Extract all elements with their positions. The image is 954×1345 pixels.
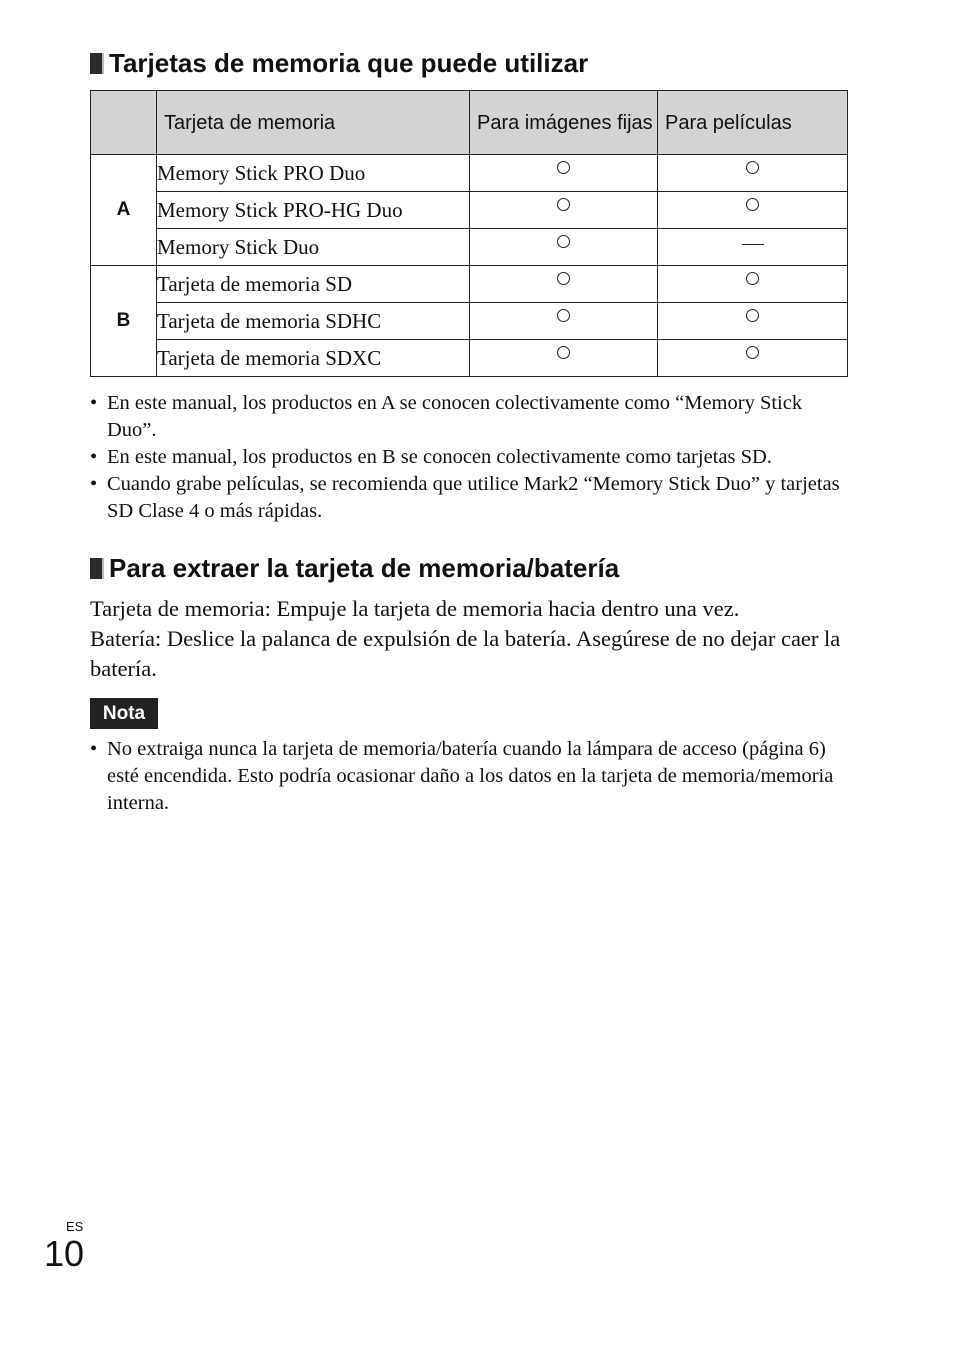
table-row xyxy=(91,266,848,303)
header-cell-movie: Para películas xyxy=(658,91,848,155)
still-support-cell xyxy=(470,303,658,340)
list-item: • En este manual, los productos en B se conocen colectivamente como tarjetas SD. xyxy=(90,444,850,471)
circle-icon xyxy=(746,346,759,359)
movie-support-cell xyxy=(658,266,848,303)
movie-support-cell xyxy=(658,155,848,192)
card-name-cell: Tarjeta de memoria SD xyxy=(157,266,470,303)
circle-icon xyxy=(557,346,570,359)
language-code: ES xyxy=(66,1219,84,1234)
movie-support-cell xyxy=(658,340,848,377)
card-name-cell: Memory Stick PRO-HG Duo xyxy=(157,192,470,229)
nota-list xyxy=(90,736,850,817)
movie-support-cell xyxy=(658,229,848,266)
circle-icon xyxy=(746,309,759,322)
circle-icon xyxy=(557,272,570,285)
header-cell-card: Tarjeta de memoria xyxy=(157,91,470,155)
movie-support-cell xyxy=(658,303,848,340)
nota-badge: Nota xyxy=(90,698,158,729)
still-support-cell xyxy=(470,229,658,266)
header-cell-still: Para imágenes fijas xyxy=(470,91,658,155)
circle-icon xyxy=(557,309,570,322)
group-label: A xyxy=(91,155,157,266)
section-heading-remove xyxy=(90,553,619,584)
heading-marker-icon xyxy=(90,558,104,579)
card-name-cell: Memory Stick Duo xyxy=(157,229,470,266)
section-heading-cards xyxy=(90,48,588,79)
card-name-cell: Memory Stick PRO Duo xyxy=(157,155,470,192)
notes-list xyxy=(90,390,850,525)
section-title: Tarjetas de memoria que puede utilizar xyxy=(109,48,589,78)
body-paragraph: Tarjeta de memoria: Empuje la tarjeta de memoria hacia dentro una vez. xyxy=(90,596,740,621)
still-support-cell xyxy=(470,155,658,192)
card-name-cell: Tarjeta de memoria SDXC xyxy=(157,340,470,377)
still-support-cell xyxy=(470,192,658,229)
table-row xyxy=(91,229,848,266)
table-row xyxy=(91,155,848,192)
body-paragraph: Batería: Deslice la palanca de expulsión de la batería. Asegúrese de no dejar caer la batería. xyxy=(90,626,841,681)
movie-support-cell xyxy=(658,192,848,229)
circle-icon xyxy=(557,198,570,211)
list-item: • Cuando grabe películas, se recomienda que utilice Mark2 “Memory Stick Duo” y tarjetas SD Clase 4 o más rápidas. xyxy=(90,471,850,525)
table-header-row xyxy=(91,91,848,155)
still-support-cell xyxy=(470,340,658,377)
circle-icon xyxy=(746,198,759,211)
still-support-cell xyxy=(470,266,658,303)
circle-icon xyxy=(746,161,759,174)
heading-marker-icon xyxy=(90,53,104,74)
circle-icon xyxy=(557,235,570,248)
list-item: • En este manual, los productos en A se conocen colectivamente como “Memory Stick Duo”. xyxy=(90,390,850,444)
header-cell-group xyxy=(91,91,157,155)
table-row xyxy=(91,340,848,377)
table-row xyxy=(91,303,848,340)
section-title: Para extraer la tarjeta de memoria/batería xyxy=(109,553,620,583)
dash-icon xyxy=(742,244,764,245)
memory-card-table xyxy=(90,90,848,377)
card-name-cell: Tarjeta de memoria SDHC xyxy=(157,303,470,340)
circle-icon xyxy=(557,161,570,174)
list-item: • No extraiga nunca la tarjeta de memoria/batería cuando la lámpara de acceso (página 6) esté encendida. Esto podría ocasionar daño a los datos en la tarjeta de memoria/memoria interna. xyxy=(90,736,850,817)
group-label: B xyxy=(91,266,157,377)
circle-icon xyxy=(746,272,759,285)
table-row xyxy=(91,192,848,229)
page-number: 10 xyxy=(44,1233,85,1274)
